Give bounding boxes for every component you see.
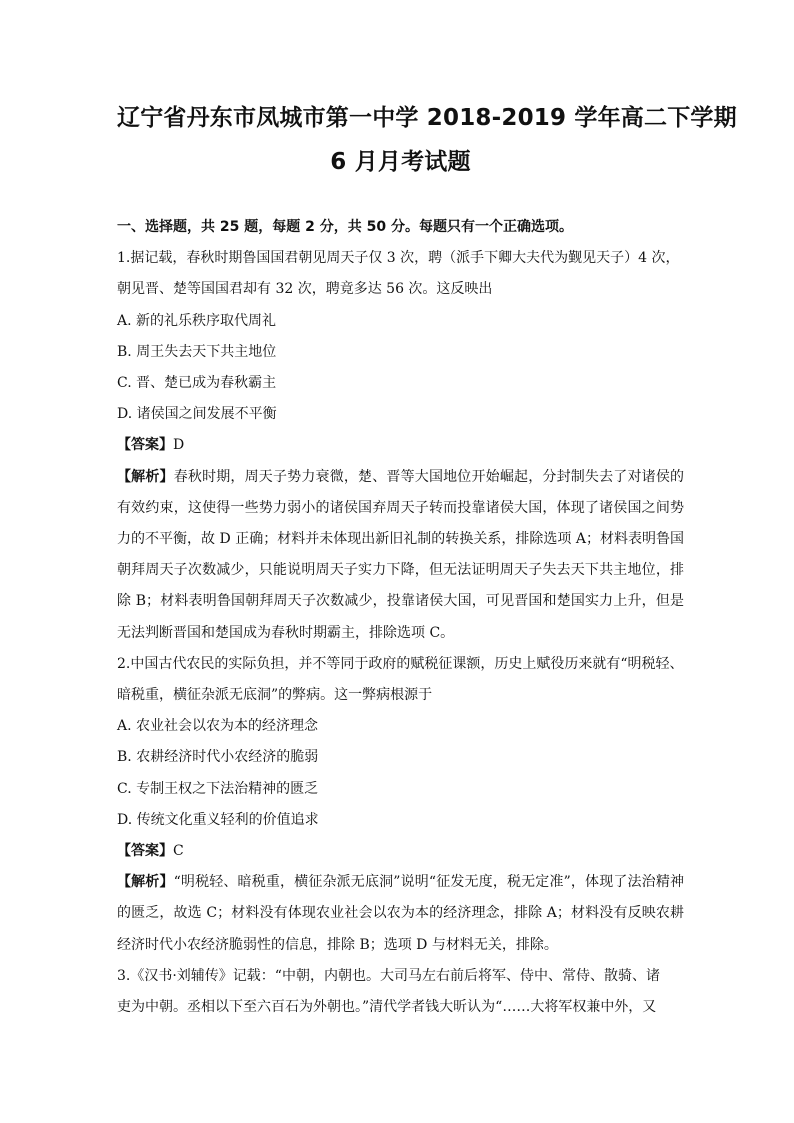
answer-value: D (173, 437, 185, 454)
analysis-text: 春秋时期，周天子势力衰微，楚、晋等大国地位开始崛起，分封制失去了对诸侯的有效约束，这使得一些势力弱小的诸侯国弃周天子转而投靠诸侯大国，体现了诸侯国之间势力的不平衡，故 D 正确；材料并未体现出新旧礼制的转换关系，排除选项 A；材料表明鲁国朝拜周天子次数减少，只能说明周天子实力下降，但无法证明周天子失去天下共主地位，排除 B；材料表明鲁国朝拜周天子次数减少，投靠诸侯大国，可见晋国和楚国实力上升，但是无法判断晋国和楚国成为春秋时期霸主，排除选项 C。 (117, 468, 684, 641)
title-block (117, 0, 737, 184)
question-3-stem-line-1: 3.《汉书·刘辅传》记载：“中朝，内朝也。大司马左右前后将军、侍中、常侍、散骑、诸 (117, 967, 660, 984)
question-1-analysis (117, 462, 684, 649)
document-title-line-2: 6 月月考试题 (330, 149, 471, 175)
document-title-line-1: 辽宁省丹东市凤城市第一中学 2018-2019 学年高二下学期 (117, 105, 737, 131)
question-1 (117, 243, 684, 649)
analysis-label: 【解析】 (117, 468, 174, 485)
question-1-answer (117, 430, 684, 461)
question-2-stem-line-1: 2.中国古代农民的实际负担，并不等同于政府的赋税征课额，历史上赋役历来就有“明税轻、 (117, 655, 684, 672)
answer-label: 【答案】 (117, 437, 173, 454)
analysis-label: 【解析】 (117, 874, 174, 891)
question-2-option-a: A. 农业社会以农为本的经济理念 (117, 718, 319, 735)
question-2-answer (117, 836, 684, 867)
question-1-option-c: C. 晋、楚已成为春秋霸主 (117, 375, 277, 392)
question-2 (117, 649, 684, 961)
analysis-text: “明税轻、暗税重，横征杂派无底洞”说明“征发无度，税无定准”，体现了法治精神的匮乏，故选 C；材料没有体现农业社会以农为本的经济理念，排除 A；材料没有反映农耕经济时代小农经济脆弱性的信息，排除 B；选项 D 与材料无关，排除。 (117, 874, 684, 953)
question-1-option-a: A. 新的礼乐秩序取代周礼 (117, 312, 277, 329)
document-content (117, 212, 684, 1023)
question-1-stem-line-1: 1.据记载，春秋时期鲁国国君朝见周天子仅 3 次，聘（派手下卿大夫代为觐见天子）4 次， (117, 250, 680, 267)
question-2-option-d: D. 传统文化重义轻利的价值追求 (117, 811, 319, 828)
answer-label: 【答案】 (117, 843, 173, 860)
question-2-stem-line-2: 暗税重，横征杂派无底洞”的弊病。这一弊病根源于 (117, 687, 433, 704)
question-3 (117, 961, 684, 1023)
question-1-stem-line-2: 朝见晋、楚等国国君却有 32 次，聘竟多达 56 次。这反映出 (117, 281, 493, 298)
question-1-option-d: D. 诸侯国之间发展不平衡 (117, 406, 277, 423)
question-2-option-c: C. 专制王权之下法治精神的匮乏 (117, 780, 319, 797)
question-2-option-b: B. 农耕经济时代小农经济的脆弱 (117, 749, 319, 766)
question-2-analysis (117, 867, 684, 961)
answer-value: C (173, 843, 184, 860)
question-1-option-b: B. 周王失去天下共主地位 (117, 343, 277, 360)
section-header: 一、选择题，共 25 题，每题 2 分，共 50 分。每题只有一个正确选项。 (117, 219, 573, 235)
question-3-stem-line-2: 吏为中朝。丞相以下至六百石为外朝也。”清代学者钱大昕认为“……大将军权兼中外，又 (117, 999, 657, 1016)
